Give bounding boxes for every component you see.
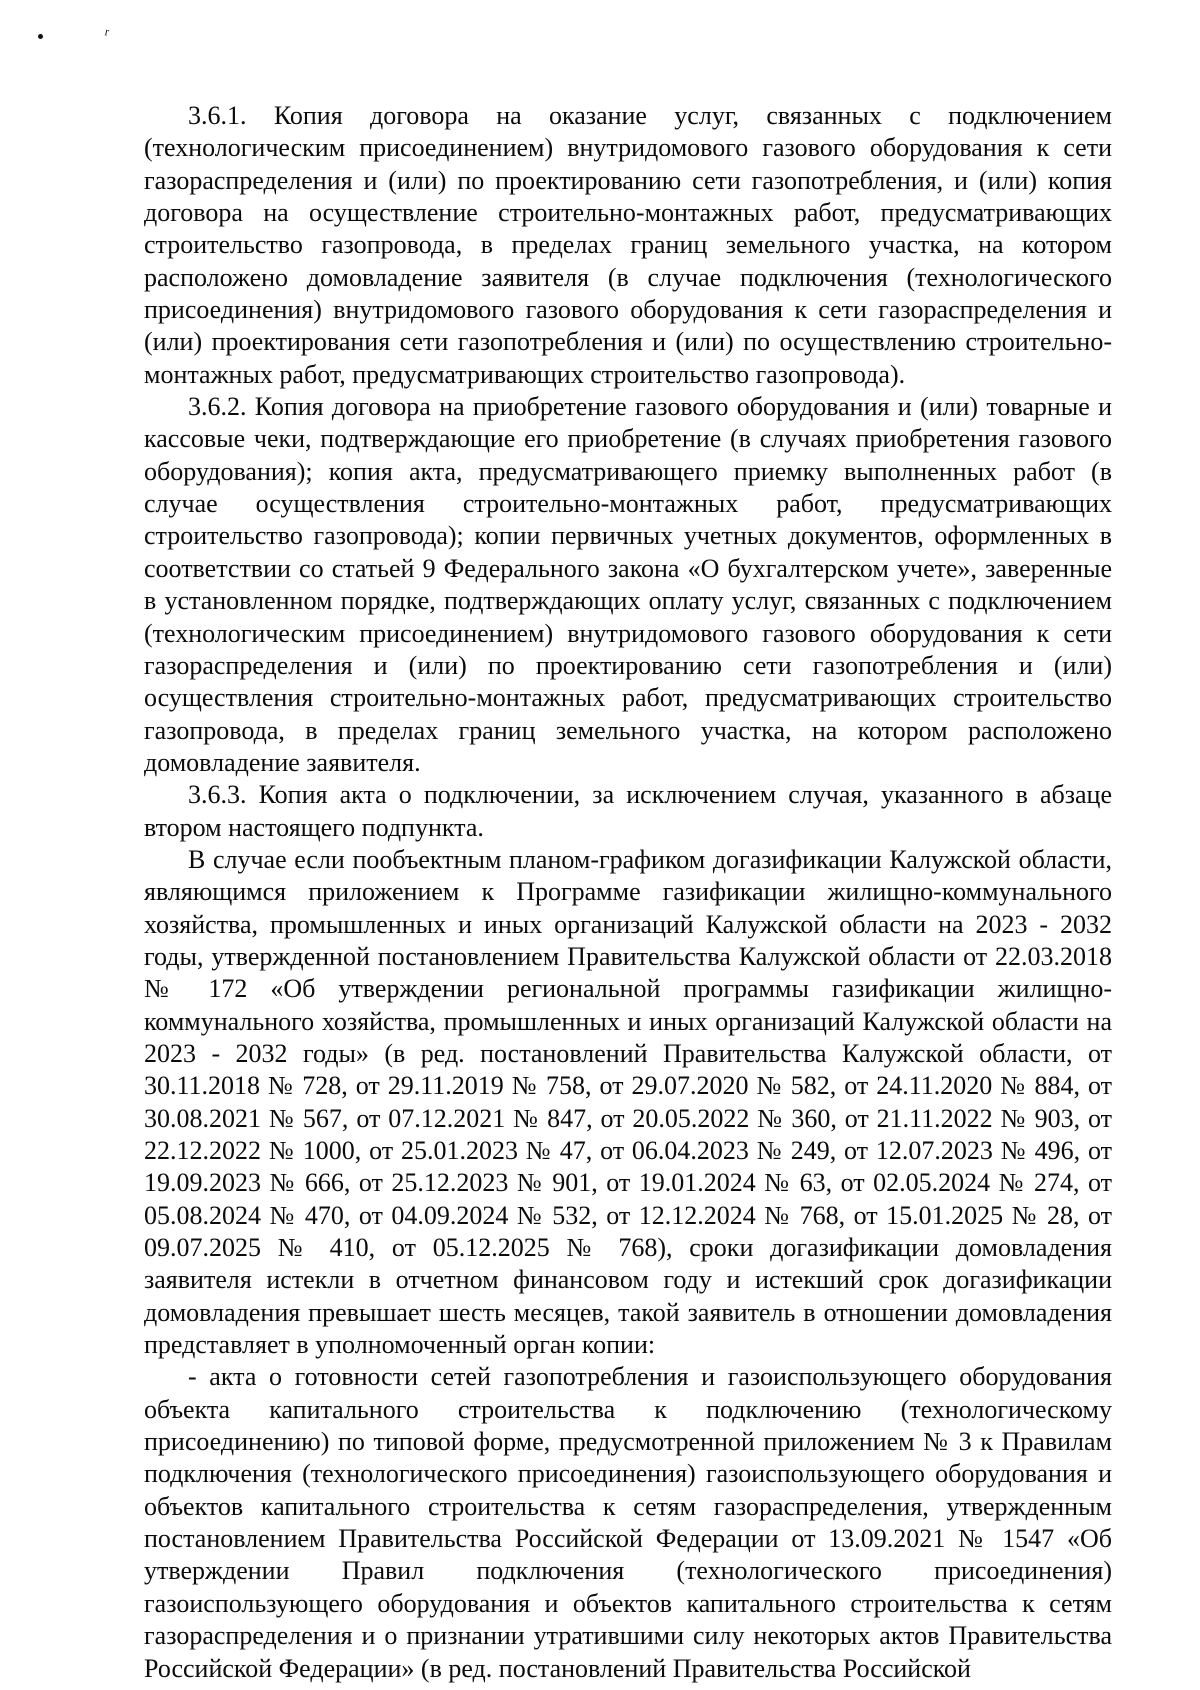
- scan-tick-mark: ʳ: [101, 23, 111, 47]
- paragraph-degasification-case: В случае если пообъектным планом-графиком догазификации Калужской области, являющимся приложением к Программе газификации жилищно-коммунального хозяйства, промышленных и иных организаций Калужской области на 2023 - 2032 годы, утвержденной постановлением Правительства Калужской области от 22.03.2018 № 172 «Об утверждении региональной программы газификации жилищно-коммунального хозяйства, промышленных и иных организаций Калужской области на 2023 - 2032 годы» (в ред. постановлений Правительства Калужской области, от 30.11.2018 № 728, от 29.11.2019 № 758, от 29.07.2020 № 582, от 24.11.2020 № 884, от 30.08.2021 № 567, от 07.12.2021 № 847, от 20.05.2022 № 360, от 21.11.2022 № 903, от 22.12.2022 № 1000, от 25.01.2023 № 47, от 06.04.2023 № 249, от 12.07.2023 № 496, от 19.09.2023 № 666, от 25.12.2023 № 901, от 19.01.2024 № 63, от 02.05.2024 № 274, от 05.08.2024 № 470, от 04.09.2024 № 532, от 12.12.2024 № 768, от 15.01.2025 № 28, от 09.07.2025 № 410, от 05.12.2025 № 768), сроки догазификации домовладения заявителя истекли в отчетном финансовом году и истекший срок догазификации домовладения превышает шесть месяцев, такой заявитель в отношении домовладения представляет в уполномоченный орган копии:: [144, 844, 1112, 1360]
- document-body: [144, 100, 1112, 1685]
- paragraph-readiness-act: - акта о готовности сетей газопотребления и газоиспользующего оборудования объекта капитального строительства к подключению (технологическому присоединению) по типовой форме, предусмотренной приложением № 3 к Правилам подключения (технологического присоединения) газоиспользующего оборудования и объектов капитального строительства к сетям газораспределения, утвержденным постановлением Правительства Российской Федерации от 13.09.2021 № 1547 «Об утверждении Правил подключения (технологического присоединения) газоиспользующего оборудования и объектов капитального строительства к сетям газораспределения и о признании утратившими силу некоторых актов Правительства Российской Федерации» (в ред. постановлений Правительства Российской: [144, 1362, 1112, 1683]
- paragraph-3-6-3: 3.6.3. Копия акта о подключении, за исключением случая, указанного в абзаце втором настоящего подпункта.: [144, 780, 1112, 842]
- scan-dot-mark: [38, 34, 43, 39]
- paragraph-3-6-1: 3.6.1. Копия договора на оказание услуг, связанных с подключением (технологическим присоединением) внутридомового газового оборудования к сети газораспределения и (или) по проектированию сети газопотребления, и (или) копия договора на осуществление строительно-монтажных работ, предусматривающих строительство газопровода, в пределах границ земельного участка, на котором расположено домовладение заявителя (в случае подключения (технологического присоединения) внутридомового газового оборудования к сети газораспределения и (или) проектирования сети газопотребления и (или) по осуществлению строительно-монтажных работ, предусматривающих строительство газопровода).: [144, 101, 1112, 389]
- paragraph-3-6-2: 3.6.2. Копия договора на приобретение газового оборудования и (или) товарные и кассовые чеки, подтверждающие его приобретение (в случаях приобретения газового оборудования); копия акта, предусматривающего приемку выполненных работ (в случае осуществления строительно-монтажных работ, предусматривающих строительство газопровода); копии первичных учетных документов, оформленных в соответствии со статьей 9 Федерального закона «О бухгалтерском учете», заверенные в установленном порядке, подтверждающих оплату услуг, связанных с подключением (технологическим присоединением) внутридомового газового оборудования к сети газораспределения и (или) по проектированию сети газопотребления и (или) осуществления строительно-монтажных работ, предусматривающих строительство газопровода, в пределах границ земельного участка, на котором расположено домовладение заявителя.: [144, 392, 1112, 777]
